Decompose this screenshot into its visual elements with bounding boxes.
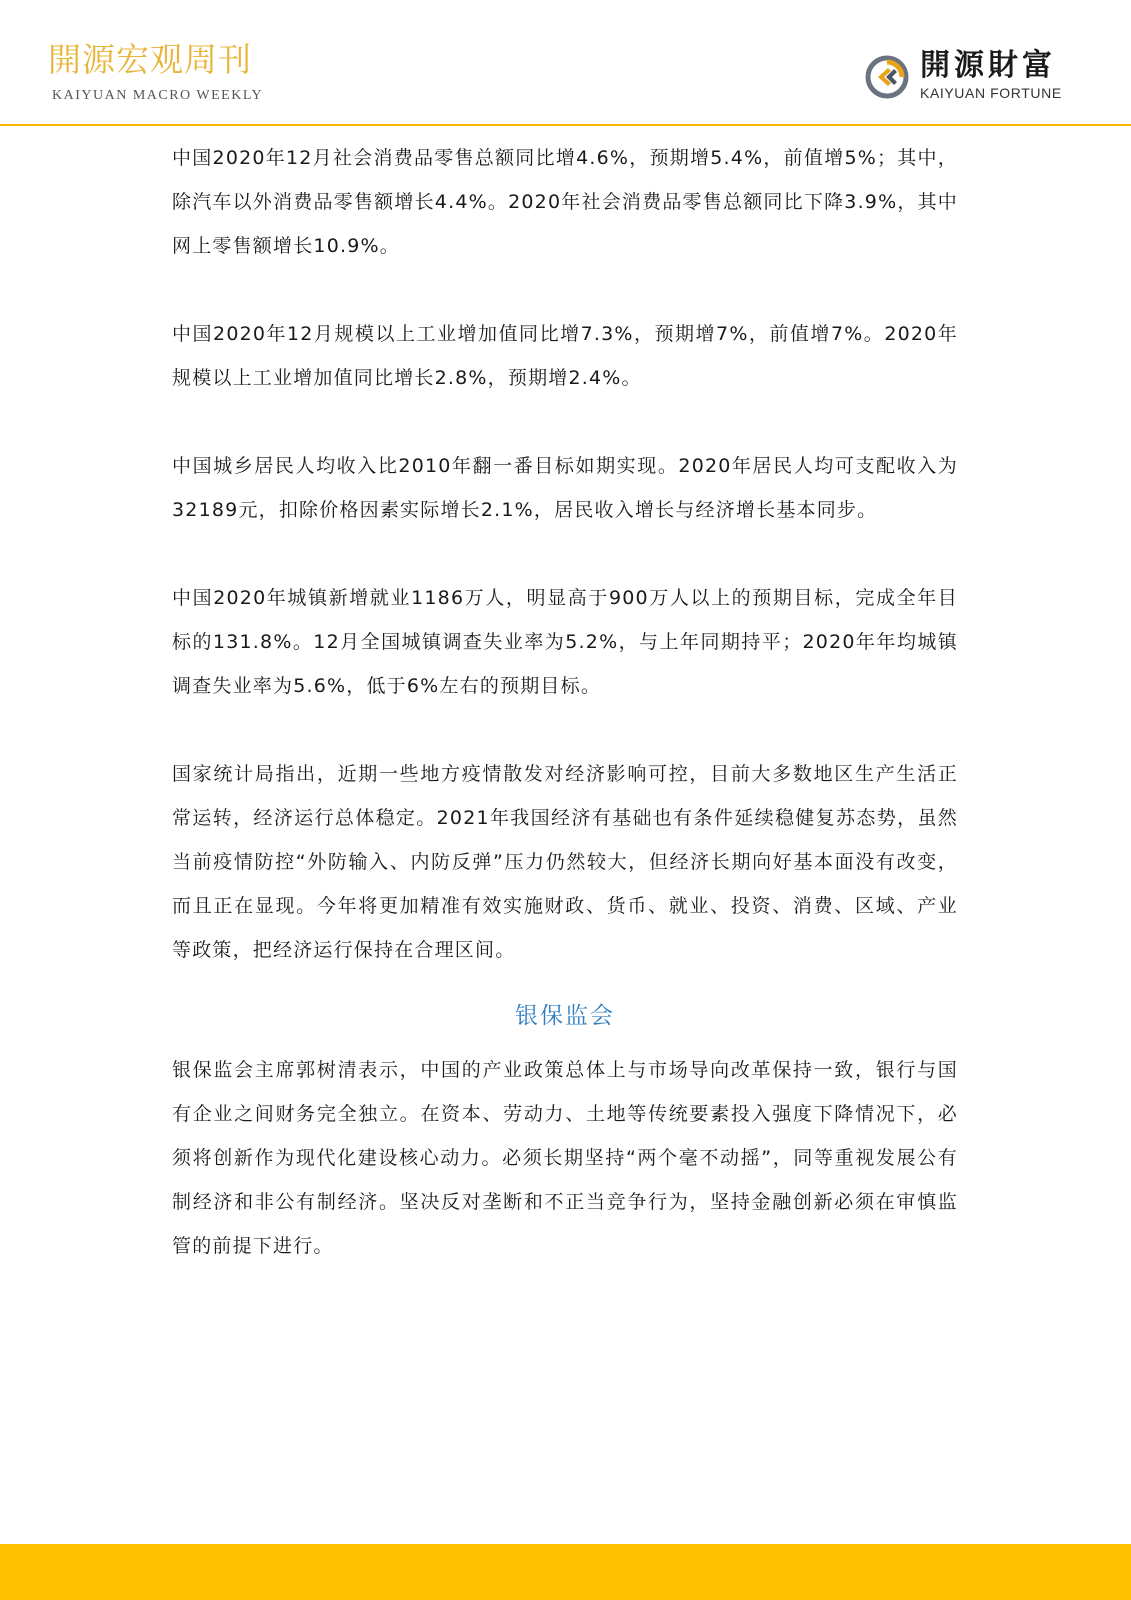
kaiyuan-fortune-logo xyxy=(864,48,1094,108)
kaiyuan-k-circle-icon xyxy=(864,54,910,100)
section-heading: 银保监会 xyxy=(515,1003,615,1029)
paragraph-nbs-outlook: 国家统计局指出，近期一些地方疫情散发对经济影响可控，目前大多数地区生产生活正常运转，经济运行总体稳定。2021年我国经济有基础也有条件延续稳健复苏态势，虽然当前疫情防控“外防输入、内防反弹”压力仍然较大，但经济长期向好基本面没有改变，而且正在显现。今年将更加精准有效实施财政、货币、就业、投资、消费、区域、产业等政策，把经济运行保持在合理区间。 xyxy=(172,763,958,961)
paragraph-cbirc: 银保监会主席郭树清表示，中国的产业政策总体上与市场导向改革保持一致，银行与国有企业之间财务完全独立。在资本、劳动力、土地等传统要素投入强度下降情况下，必须将创新作为现代化建设核心动力。必须长期坚持“两个毫不动摇”，同等重视发展公有制经济和非公有制经济。坚决反对垄断和不正当竞争行为，坚持金融创新必须在审慎监管的前提下进行。 xyxy=(172,1059,958,1257)
header-divider xyxy=(0,124,1131,126)
footer-bar xyxy=(0,1544,1131,1600)
logo-text-cn: 開源財富 xyxy=(920,48,1056,83)
publication-subtitle: KAIYUAN MACRO WEEKLY xyxy=(52,88,264,103)
paragraph-industrial-output: 中国2020年12月规模以上工业增加值同比增7.3%，预期增7%，前值增7%。2020年规模以上工业增加值同比增长2.8%，预期增2.4%。 xyxy=(172,323,958,389)
publication-title: 開源宏观周刊 xyxy=(48,40,252,79)
article-body xyxy=(172,136,958,1312)
page-header xyxy=(0,0,1131,128)
paragraph-retail-sales: 中国2020年12月社会消费品零售总额同比增4.6%，预期增5.4%，前值增5%；其中，除汽车以外消费品零售额增长4.4%。2020年社会消费品零售总额同比下降3.9%，其中网上零售额增长10.9%。 xyxy=(172,147,958,257)
paragraph-employment: 中国2020年城镇新增就业1186万人，明显高于900万人以上的预期目标，完成全年目标的131.8%。12月全国城镇调查失业率为5.2%，与上年同期持平；2020年年均城镇调查失业率为5.6%，低于6%左右的预期目标。 xyxy=(172,587,958,697)
logo-text-en: KAIYUAN FORTUNE xyxy=(920,85,1062,101)
paragraph-income: 中国城乡居民人均收入比2010年翻一番目标如期实现。2020年居民人均可支配收入为32189元，扣除价格因素实际增长2.1%，居民收入增长与经济增长基本同步。 xyxy=(172,455,958,521)
